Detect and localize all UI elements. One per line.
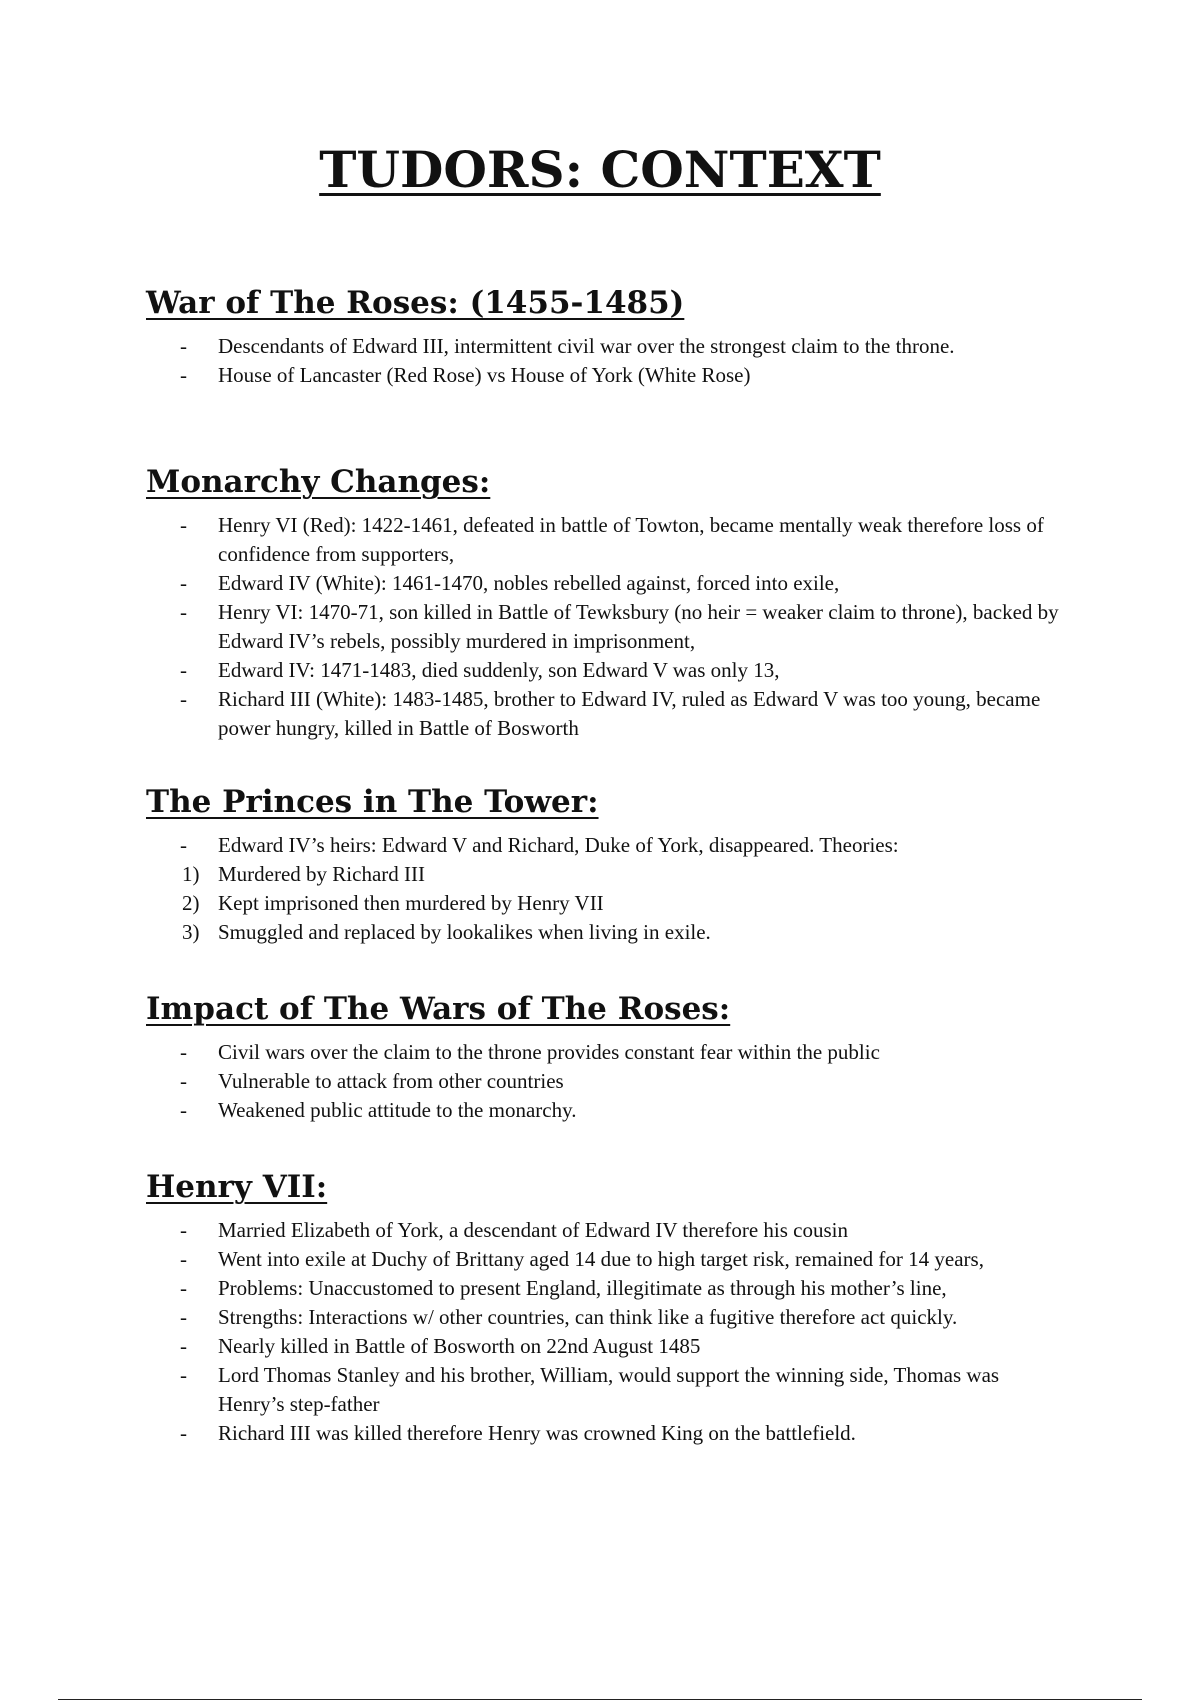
- page-title: [0, 140, 1200, 200]
- list-item: [146, 1245, 1066, 1274]
- list-item-text: Edward IV: 1471-1483, died suddenly, son Edward V was only 13,: [218, 658, 780, 682]
- list-item: [146, 569, 1066, 598]
- list-item: [146, 1274, 1066, 1303]
- list-item: [146, 831, 1066, 860]
- list-item-text: Smuggled and replaced by lookalikes when living in exile.: [218, 920, 711, 944]
- list-item: [146, 1303, 1066, 1332]
- list-marker: -: [180, 1363, 187, 1387]
- section-heading: Henry VII:: [146, 1169, 328, 1205]
- list-marker: 3): [182, 920, 200, 944]
- list-item-text: Problems: Unaccustomed to present England, illegitimate as through his mother’s line,: [218, 1276, 947, 1300]
- list-marker: -: [180, 571, 187, 595]
- list-marker: 2): [182, 891, 200, 915]
- list-marker: -: [180, 1276, 187, 1300]
- list-item-text: Went into exile at Duchy of Brittany aged 14 due to high target risk, remained for 14 years,: [218, 1247, 984, 1271]
- list-marker: -: [180, 1218, 187, 1242]
- list-item: [146, 1096, 1066, 1125]
- section-heading: The Princes in The Tower:: [146, 784, 599, 820]
- section-heading: Impact of The Wars of The Roses:: [146, 991, 731, 1027]
- list-item-text: Edward IV’s heirs: Edward V and Richard, Duke of York, disappeared. Theories:: [218, 833, 899, 857]
- list-marker: -: [180, 1069, 187, 1093]
- list-item-text: House of Lancaster (Red Rose) vs House of York (White Rose): [218, 363, 751, 387]
- bullet-list: [146, 511, 1066, 743]
- list-item: [146, 1216, 1066, 1245]
- list-marker: -: [180, 1247, 187, 1271]
- list-item: [146, 511, 1066, 569]
- bullet-list: [146, 332, 1066, 390]
- list-marker: -: [180, 334, 187, 358]
- list-item: [146, 1361, 1066, 1419]
- list-marker: -: [180, 833, 187, 857]
- section-impact-of-the-wars: [146, 990, 1066, 1125]
- list-marker: -: [180, 658, 187, 682]
- list-marker: -: [180, 1334, 187, 1358]
- section-heading: Monarchy Changes:: [146, 464, 491, 500]
- list-item: [146, 656, 1066, 685]
- list-item-text: Weakened public attitude to the monarchy.: [218, 1098, 577, 1122]
- list-item: [146, 1332, 1066, 1361]
- list-item-text: Vulnerable to attack from other countries: [218, 1069, 564, 1093]
- list-item-text: Married Elizabeth of York, a descendant of Edward IV therefore his cousin: [218, 1218, 848, 1242]
- section-monarchy-changes: [146, 463, 1066, 743]
- list-marker: -: [180, 513, 187, 537]
- list-item: [146, 685, 1066, 743]
- list-marker: -: [180, 363, 187, 387]
- list-item: [146, 860, 1066, 889]
- list-item-text: Civil wars over the claim to the throne provides constant fear within the public: [218, 1040, 880, 1064]
- list-item-text: Edward IV (White): 1461-1470, nobles rebelled against, forced into exile,: [218, 571, 840, 595]
- list-item-text: Murdered by Richard III: [218, 862, 426, 886]
- list-item-text: Descendants of Edward III, intermittent civil war over the strongest claim to the throne.: [218, 334, 955, 358]
- list-item-text: Strengths: Interactions w/ other countries, can think like a fugitive therefore act quickly.: [218, 1305, 958, 1329]
- bullet-list: [146, 1216, 1066, 1448]
- list-item: [146, 1038, 1066, 1067]
- list-marker: -: [180, 1040, 187, 1064]
- list-item: [146, 598, 1066, 656]
- list-item-text: Richard III was killed therefore Henry was crowned King on the battlefield.: [218, 1421, 856, 1445]
- bullet-list: [146, 1038, 1066, 1125]
- list-item-text: Nearly killed in Battle of Bosworth on 22nd August 1485: [218, 1334, 701, 1358]
- bullet-list: [146, 831, 1066, 947]
- list-item: [146, 361, 1066, 390]
- list-item: [146, 332, 1066, 361]
- list-marker: -: [180, 1305, 187, 1329]
- list-item-text: Richard III (White): 1483-1485, brother to Edward IV, ruled as Edward V was too young, became power hungry, killed in Battle of Bosworth: [218, 687, 1041, 740]
- list-marker: -: [180, 600, 187, 624]
- list-item-text: Henry VI: 1470-71, son killed in Battle of Tewksbury (no heir = weaker claim to throne), backed by Edward IV’s rebels, possibly murdered in imprisonment,: [218, 600, 1059, 653]
- list-item: [146, 1419, 1066, 1448]
- list-marker: 1): [182, 862, 200, 886]
- section-princes-in-the-tower: [146, 783, 1066, 947]
- list-item-text: Henry VI (Red): 1422-1461, defeated in battle of Towton, became mentally weak therefore loss of confidence from supporters,: [218, 513, 1044, 566]
- list-item-text: Kept imprisoned then murdered by Henry VII: [218, 891, 604, 915]
- list-marker: -: [180, 1421, 187, 1445]
- page-title-text: TUDORS: CONTEXT: [319, 140, 881, 199]
- list-item: [146, 1067, 1066, 1096]
- list-marker: -: [180, 687, 187, 711]
- list-item: [146, 918, 1066, 947]
- list-marker: -: [180, 1098, 187, 1122]
- section-heading: War of The Roses: (1455-1485): [146, 285, 685, 321]
- section-war-of-the-roses: [146, 284, 1066, 390]
- list-item: [146, 889, 1066, 918]
- list-item-text: Lord Thomas Stanley and his brother, William, would support the winning side, Thomas was Henry’s step-father: [218, 1363, 1000, 1416]
- section-henry-vii: [146, 1168, 1066, 1448]
